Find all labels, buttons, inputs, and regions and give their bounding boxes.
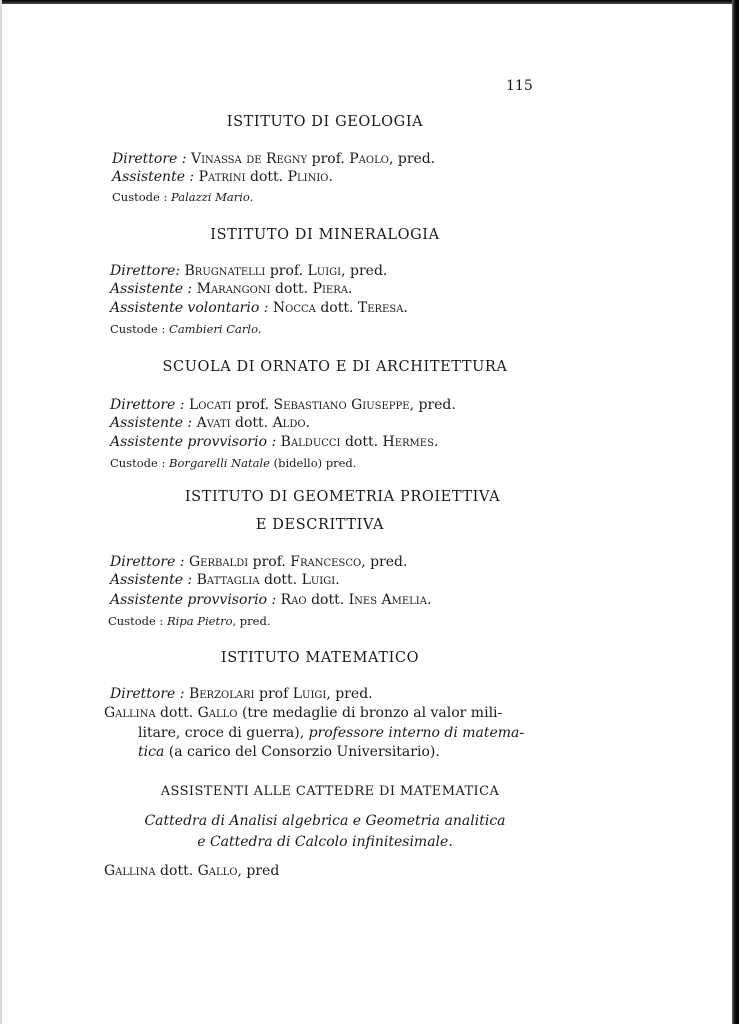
matematico-gallina-line1: Gallina dott. Gallo (tre medaglie di bronzo al valor mili-	[104, 705, 503, 721]
page-right-edge	[732, 0, 739, 1024]
section-title-matematico: ISTITUTO MATEMATICO	[220, 650, 420, 666]
mineralogia-assistente-volontario: Assistente volontario : Nocca dott. Teresa.	[110, 300, 408, 316]
mineralogia-assistente: Assistente : Marangoni dott. Piera.	[110, 281, 353, 297]
page-top-edge	[0, 0, 739, 4]
section-title-geometria: ISTITUTO DI GEOMETRIA PROIETTIVA	[184, 489, 501, 505]
mineralogia-custode: Custode : Cambieri Carlo.	[110, 322, 262, 336]
page-number: 115	[506, 78, 533, 94]
ornato-assistente-provvisorio: Assistente provvisorio : Balducci dott. Hermes.	[110, 434, 439, 450]
section-title-ornato: SCUOLA DI ORNATO E DI ARCHITETTURA	[162, 359, 508, 375]
matematico-gallina-line3: tica (a carico del Consorzio Universitario).	[138, 744, 440, 760]
geologia-custode: Custode : Palazzi Mario.	[112, 190, 254, 204]
section-title-assistenti: ASSISTENTI ALLE CATTEDRE DI MATEMATICA	[160, 784, 500, 799]
geologia-direttore: Direttore : Vinassa de Regny prof. Paolo, pred.	[112, 151, 436, 167]
section-subtitle-geometria: E DESCRITTIVA	[255, 517, 385, 533]
geometria-direttore: Direttore : Gerbaldi prof. Francesco, pred.	[110, 554, 408, 570]
matematico-direttore: Direttore : Berzolari prof Luigi, pred.	[110, 686, 373, 702]
section-title-geologia: ISTITUTO DI GEOLOGIA	[226, 114, 424, 130]
geologia-assistente: Assistente : Patrini dott. Plinio.	[112, 169, 333, 185]
ornato-assistente: Assistente : Avati dott. Aldo.	[110, 415, 310, 431]
assistenti-cattedra-line2: e Cattedra di Calcolo infinitesimale.	[197, 834, 453, 850]
geometria-assistente: Assistente : Battaglia dott. Luigi.	[110, 572, 340, 588]
ornato-direttore: Direttore : Locati prof. Sebastiano Giuseppe, pred.	[110, 397, 456, 413]
matematico-gallina-line2: litare, croce di guerra), professore interno di matema-	[138, 725, 525, 741]
geometria-custode: Custode : Ripa Pietro, pred.	[108, 614, 271, 628]
ornato-custode: Custode : Borgarelli Natale (bidello) pred.	[110, 456, 357, 470]
geometria-assistente-provvisorio: Assistente provvisorio : Rao dott. Ines Amelia.	[110, 592, 432, 608]
mineralogia-direttore: Direttore: Brugnatelli prof. Luigi, pred.	[110, 263, 388, 279]
page-left-edge	[0, 0, 2, 1024]
assistenti-gallina: Gallina dott. Gallo, pred	[104, 863, 280, 879]
section-title-mineralogia: ISTITUTO DI MINERALOGIA	[210, 227, 440, 243]
assistenti-cattedra-line1: Cattedra di Analisi algebrica e Geometria analitica	[144, 813, 506, 829]
